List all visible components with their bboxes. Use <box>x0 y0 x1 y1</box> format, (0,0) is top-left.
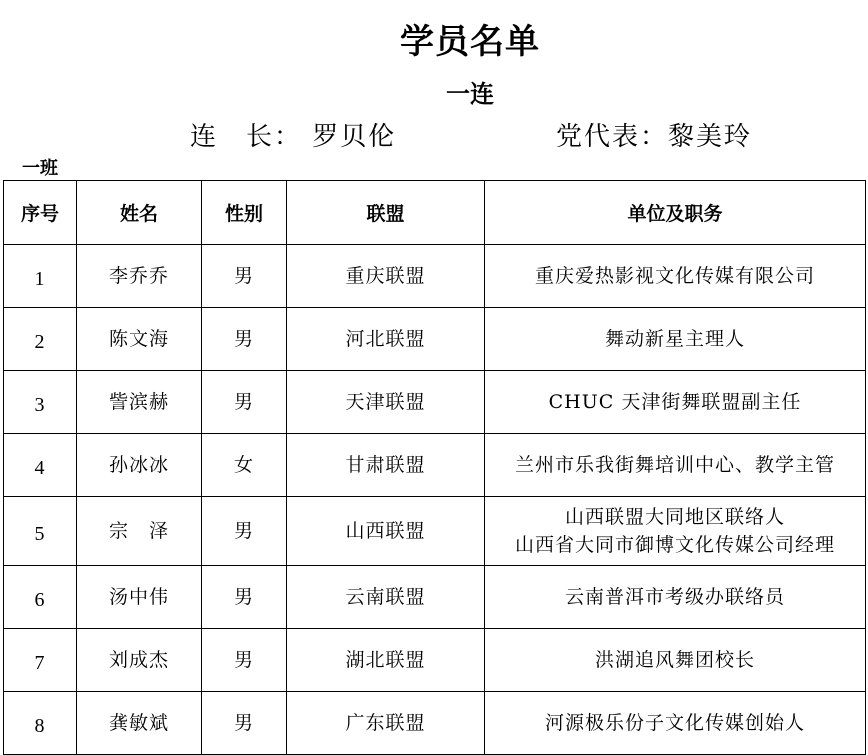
column-header-name: 姓名 <box>77 181 202 245</box>
cell-league: 广东联盟 <box>287 692 485 755</box>
company-heading: 一连 <box>446 80 494 108</box>
cell-league: 天津联盟 <box>287 371 485 434</box>
table-row <box>4 434 866 497</box>
cell-unit <box>485 566 866 629</box>
cell-number: 3 <box>4 371 77 434</box>
party-representative: 党代表：黎美玲 <box>556 122 753 152</box>
cell-number: 7 <box>4 629 77 692</box>
unit-line: CHUC 天津街舞联盟副主任 <box>548 390 802 413</box>
cell-unit <box>485 629 866 692</box>
cell-number: 2 <box>4 308 77 371</box>
unit-line: 舞动新星主理人 <box>604 327 745 350</box>
table-row <box>4 497 866 566</box>
cell-number: 4 <box>4 434 77 497</box>
unit-line: 洪湖追风舞团校长 <box>594 648 755 671</box>
unit-line: 兰州市乐我街舞培训中心、教学主管 <box>514 453 835 476</box>
column-header-unit: 单位及职务 <box>485 181 866 245</box>
table-row <box>4 692 866 755</box>
cell-gender: 女 <box>202 434 287 497</box>
cell-gender: 男 <box>202 629 287 692</box>
table-row <box>4 566 866 629</box>
cell-league: 甘肃联盟 <box>287 434 485 497</box>
cell-name: 龚敏斌 <box>77 692 202 755</box>
cell-gender: 男 <box>202 371 287 434</box>
table-row <box>4 629 866 692</box>
cell-number: 5 <box>4 497 77 566</box>
column-header-gender: 性别 <box>202 181 287 245</box>
cell-gender: 男 <box>202 497 287 566</box>
cell-number: 6 <box>4 566 77 629</box>
company-leader: 连 长： 罗贝伦 <box>190 122 397 152</box>
cell-number: 1 <box>4 245 77 308</box>
cell-gender: 男 <box>202 566 287 629</box>
cell-gender: 男 <box>202 308 287 371</box>
unit-line: 山西省大同市御博文化传媒公司经理 <box>514 534 835 556</box>
cell-league: 重庆联盟 <box>287 245 485 308</box>
cell-unit <box>485 371 866 434</box>
cell-gender: 男 <box>202 245 287 308</box>
table-row <box>4 245 866 308</box>
cell-unit <box>485 308 866 371</box>
cell-name: 刘成杰 <box>77 629 202 692</box>
class-label: 一班 <box>22 158 58 179</box>
column-header-number: 序号 <box>4 181 77 245</box>
cell-name: 宗 泽 <box>77 497 202 566</box>
unit-line: 河源极乐份子文化传媒创始人 <box>544 711 805 734</box>
unit-line: 山西联盟大同地区联络人 <box>564 505 785 528</box>
table-header-row <box>4 181 866 245</box>
cell-gender: 男 <box>202 692 287 755</box>
cell-name: 汤中伟 <box>77 566 202 629</box>
cell-name: 陈文海 <box>77 308 202 371</box>
cell-league: 山西联盟 <box>287 497 485 566</box>
cell-name: 訾滨赫 <box>77 371 202 434</box>
cell-league: 云南联盟 <box>287 566 485 629</box>
cell-number: 8 <box>4 692 77 755</box>
table-row <box>4 308 866 371</box>
cell-unit <box>485 497 866 566</box>
cell-unit <box>485 245 866 308</box>
page-title: 学员名单 <box>400 22 540 62</box>
cell-league: 河北联盟 <box>287 308 485 371</box>
student-table <box>3 180 866 755</box>
cell-league: 湖北联盟 <box>287 629 485 692</box>
unit-line: 重庆爱热影视文化传媒有限公司 <box>534 264 815 287</box>
cell-unit <box>485 434 866 497</box>
cell-name: 孙冰冰 <box>77 434 202 497</box>
cell-unit <box>485 692 866 755</box>
cell-name: 李乔乔 <box>77 245 202 308</box>
table-row <box>4 371 866 434</box>
unit-line: 云南普洱市考级办联络员 <box>564 585 785 608</box>
column-header-league: 联盟 <box>287 181 485 245</box>
